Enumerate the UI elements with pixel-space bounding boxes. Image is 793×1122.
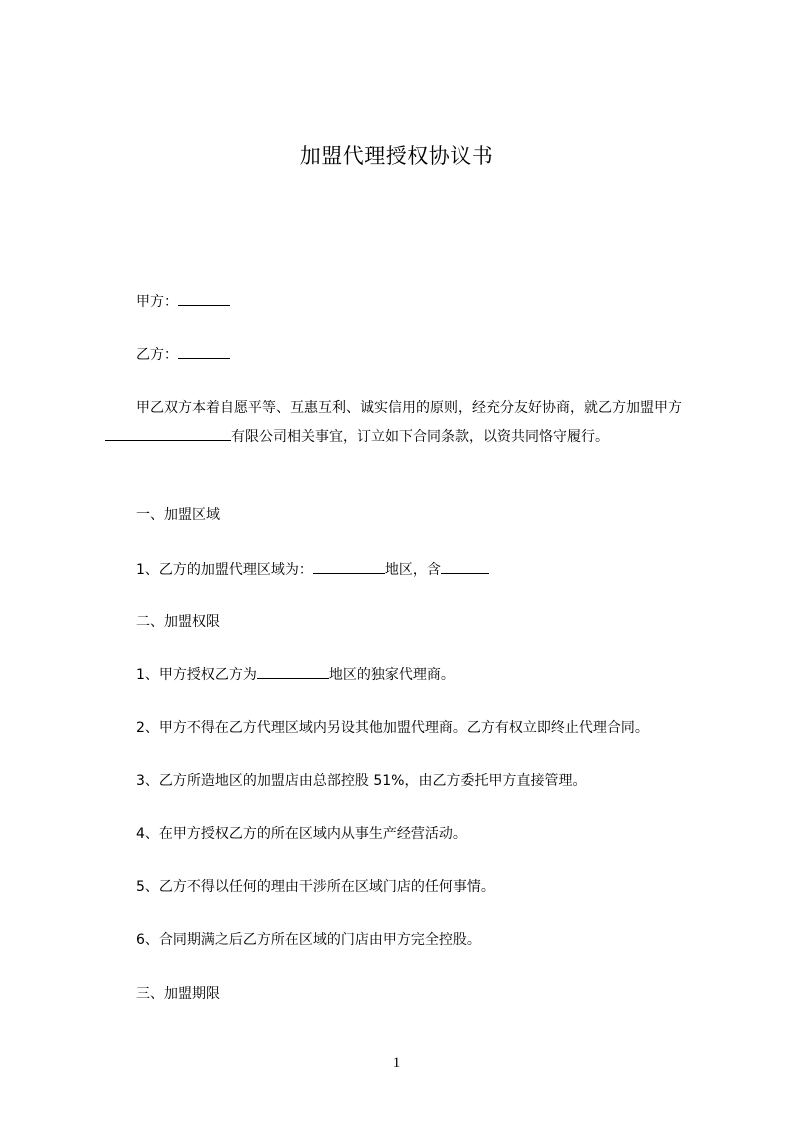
section-1-item-1 <box>136 559 489 580</box>
party-a-line <box>136 291 230 312</box>
region-include-blank[interactable] <box>441 559 489 574</box>
intro-text-part2: 有限公司相关事宜，订立如下合同条款，以资共同恪守履行。 <box>231 429 609 445</box>
section-2-item-4: 4、在甲方授权乙方的所在区域内从事生产经营活动。 <box>136 826 467 842</box>
party-a-label: 甲方： <box>136 294 178 310</box>
company-name-blank[interactable] <box>105 426 231 441</box>
page-number: 1 <box>392 1055 401 1071</box>
section-2-item-6: 6、合同期满之后乙方所在区域的门店由甲方完全控股。 <box>136 932 481 948</box>
section-2-item-1 <box>136 664 455 685</box>
section-1-item-1-text-a: 1、乙方的加盟代理区域为： <box>136 562 313 578</box>
intro-text-part1: 甲乙双方本着自愿平等、互惠互利、诚实信用的原则，经充分友好协商，就乙方加盟甲方 <box>136 400 682 416</box>
region-blank[interactable] <box>313 559 385 574</box>
document-title: 加盟代理授权协议书 <box>299 144 494 168</box>
section-2-item-1-text-a: 1、甲方授权乙方为 <box>136 667 257 683</box>
section-2-heading: 二、加盟权限 <box>136 614 220 630</box>
section-2-item-1-text-b: 地区的独家代理商。 <box>328 667 455 683</box>
section-1-item-1-text-b: 地区，含 <box>384 562 441 578</box>
intro-paragraph <box>105 394 720 452</box>
party-b-label: 乙方： <box>136 347 178 363</box>
section-1-heading: 一、加盟区域 <box>136 507 220 523</box>
section-3-heading: 三、加盟期限 <box>136 986 220 1002</box>
section-2-item-3: 3、乙方所造地区的加盟店由总部控股 51%，由乙方委托甲方直接管理。 <box>136 773 587 789</box>
exclusive-region-blank[interactable] <box>257 664 329 679</box>
party-b-blank[interactable] <box>178 344 230 359</box>
section-2-item-2: 2、甲方不得在乙方代理区域内另设其他加盟代理商。乙方有权立即终止代理合同。 <box>136 720 649 736</box>
party-b-line <box>136 344 230 365</box>
party-a-blank[interactable] <box>178 291 230 306</box>
section-2-item-5: 5、乙方不得以任何的理由干涉所在区域门店的任何事情。 <box>136 879 495 895</box>
